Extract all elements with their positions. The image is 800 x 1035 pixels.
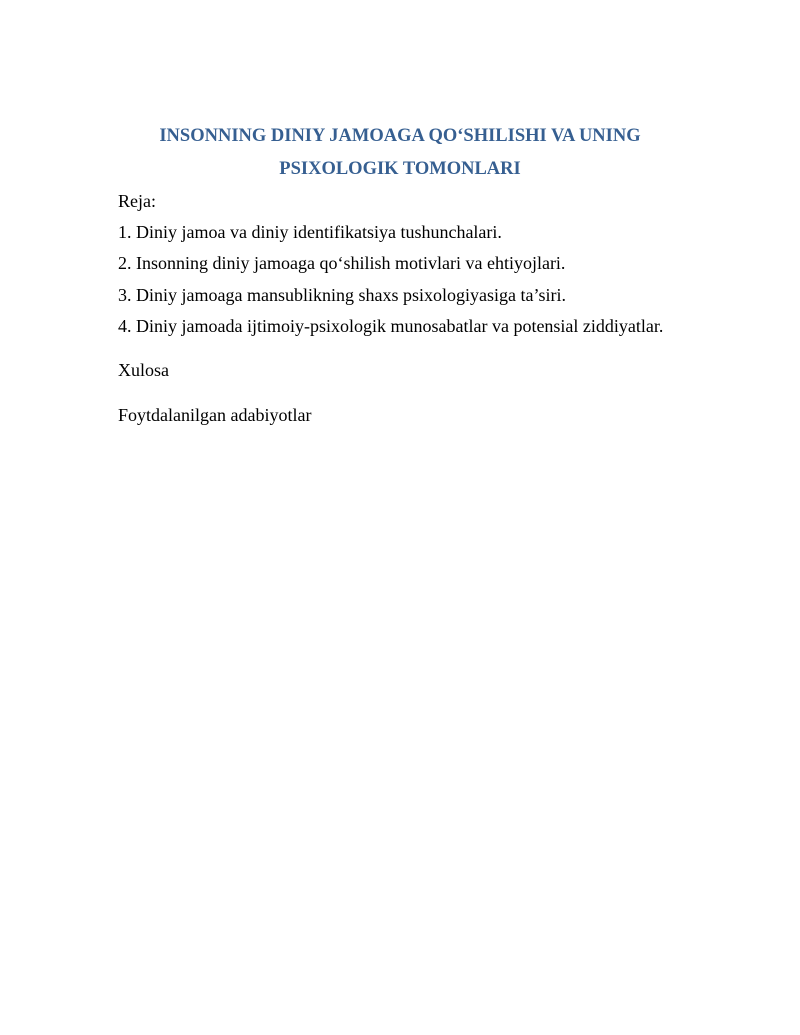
- plan-item-3: 3. Diniy jamoaga mansublikning shaxs psixologiyasiga ta’siri.: [118, 285, 566, 305]
- plan-label: Reja:: [118, 191, 156, 211]
- document-title-line-2: PSIXOLOGIK TOMONLARI: [279, 159, 521, 179]
- plan-item-1: 1. Diniy jamoa va diniy identifikatsiya tushunchalari.: [118, 222, 502, 242]
- document-title-line-1: INSONNING DINIY JAMOAGA QO‘SHILISHI VA UNING: [159, 126, 641, 146]
- plan-item-2: 2. Insonning diniy jamoaga qo‘shilish motivlari va ehtiyojlari.: [118, 253, 566, 273]
- plan-item-4: 4. Diniy jamoada ijtimoiy-psixologik munosabatlar va potensial ziddiyatlar.: [118, 316, 664, 336]
- conclusion-heading: Xulosa: [118, 360, 169, 380]
- references-heading: Foytdalanilgan adabiyotlar: [118, 405, 312, 425]
